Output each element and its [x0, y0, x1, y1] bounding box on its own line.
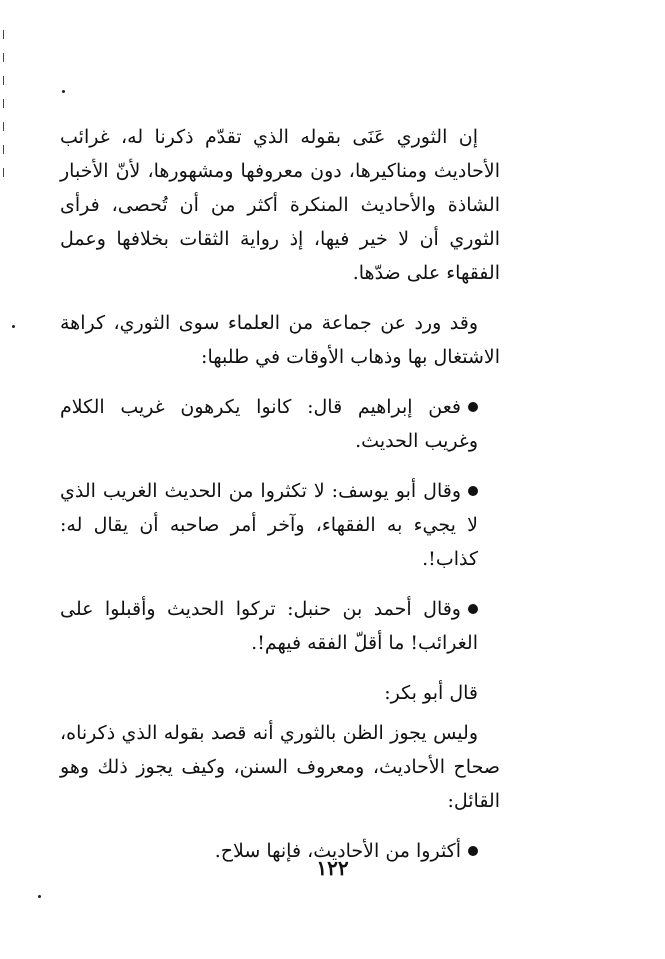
bullet-quote-ibrahim	[60, 390, 500, 458]
closing-paragraph: وليس يجوز الظن بالثوري أنه قصد بقوله الذي ذكرناه، صحاح الأحاديث، ومعروف السنن، وكيف يجوز ذلك وهو القائل:	[60, 722, 500, 812]
bullet-quote-abu-yusuf	[60, 474, 500, 576]
bullet-text: وقال أبو يوسف: لا تكثروا من الحديث الغريب الذي لا يجيء به الفقهاء، وآخر أمر صاحبه أن يقال له: كذاب!.	[60, 480, 478, 570]
margin-marks	[3, 30, 9, 200]
scan-dot	[12, 325, 15, 328]
bullet-quote-ahmad	[60, 592, 500, 660]
main-text	[60, 120, 500, 884]
page-number: ١٢٢	[316, 856, 349, 880]
paragraph-2: وقد ورد عن جماعة من العلماء سوى الثوري، كراهة الاشتغال بها وذهاب الأوقات في طلبها:	[60, 312, 500, 368]
scan-dot	[62, 90, 65, 93]
bullet-text: أكثروا من الأحاديث، فإنها سلاح.	[214, 840, 461, 862]
paragraph-1: إن الثوري عَنَى بقوله الذي تقدّم ذكرنا له، غرائب الأحاديث ومناكيرها، دون معروفها ومشهورها، لأنّ الأخبار الشاذة والأحاديث المنكرة أكثر من أن تُحصى، فرأى الثوري أن لا خير فيها، إذ رواية الثقات بخلافها وعمل الفقهاء على ضدّها.	[60, 126, 500, 284]
section-heading: قال أبو بكر:	[384, 682, 478, 704]
bullet-icon	[468, 486, 478, 496]
bullet-icon	[468, 402, 478, 412]
bullet-text: فعن إبراهيم قال: كانوا يكرهون غريب الكلام وغريب الحديث.	[60, 396, 478, 452]
bullet-icon	[468, 846, 478, 856]
bullet-text: وقال أحمد بن حنبل: تركوا الحديث وأقبلوا على الغرائب! ما أقلّ الفقه فيهم!.	[60, 598, 478, 654]
scan-dot	[38, 895, 41, 898]
bullet-icon	[468, 604, 478, 614]
